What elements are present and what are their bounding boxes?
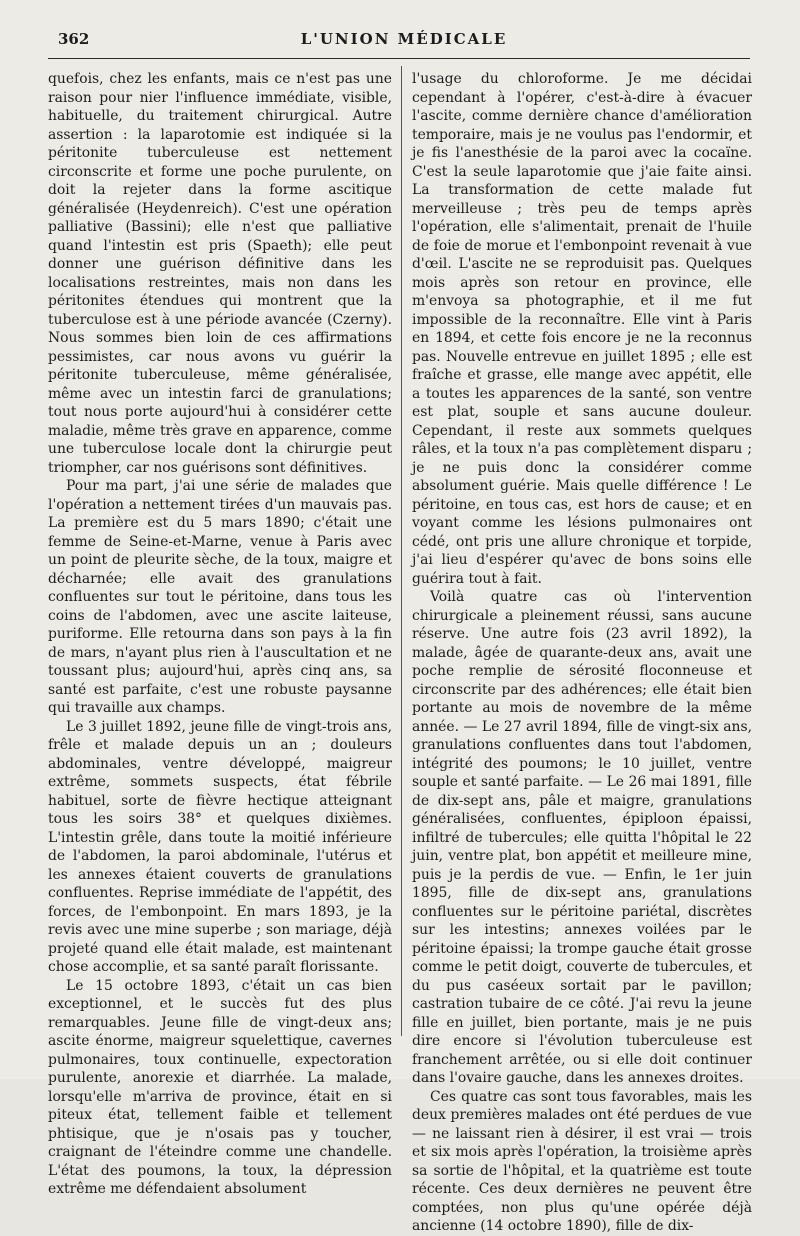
column-divider — [401, 66, 402, 1036]
paragraph: Le 15 octobre 1893, c'était un cas bien exceptionnel, et le succès fut des plus remarquables. Jeune fille de vingt-deux ans; ascite énorme, maigreur squelettique, cavernes pulmonaires, toux continuelle, expectoration purulente, anorexie et diarrhée. La malade, lorsqu'elle m'arriva de province, était en si piteux état, tellement faible et tellement phtisique, que je n'osais pas y toucher, craignant de l'éteindre comme une chandelle. L'état des poumons, la toux, la dépression extrême me défendaient absolument — [48, 977, 392, 1197]
paragraph: Voilà quatre cas où l'intervention chirurgicale a pleinement réussi, sans aucune réserve. Une autre fois (23 avril 1892), la malade, âgée de quarante-deux ans, avait une poche remplie de sérosité floconneuse et circonscrite par des adhérences; elle était bien portante au mois de novembre de la même année. — Le 27 avril 1894, fille de vingt-six ans, granulations confluentes dans tout l'abdomen, intégrité des poumons; le 10 juillet, ventre souple et santé parfaite. — Le 26 mai 1891, fille de dix-sept ans, pâle et maigre, granulations généralisées, confluentes, épiploon épaissi, infiltré de tubercules; elle quitta l'hôpital le 22 juin, ventre plat, bon appétit et meilleure mine, puis je la perdis de vue. — Enfin, le 1er juin 1895, fille de dix-sept ans, granulations confluentes sur le péritoine pariétal, discrètes sur les intestins; annexes voilées par le péritoine épaissi; la trompe gauche était grosse comme le petit doigt, couverte de tubercules, et du pus caséeux sortait par le pavillon; castration tubaire de ce côté. J'ai revu la jeune fille en juillet, bien portante, mais je ne puis dire encore si l'évolution tuberculeuse est franchement arrêtée, ou si elle doit continuer dans l'ovaire gauche, dans les annexes droites. — [412, 589, 752, 1086]
paragraph: Ces quatre cas sont tous favorables, mais les deux premières malades ont été perdues de vue — ne laissant rien à désirer, il est vrai — trois et six mois après l'opération, la troisième après sa sortie de l'hôpital, et la quatrième est toute récente. Ces deux dernières ne peuvent être comptées, non plus qu'une opérée déjà ancienne (14 octobre 1890), fille de dix- — [412, 1088, 752, 1234]
header-rule — [48, 58, 750, 59]
running-title: L'UNION MÉDICALE — [300, 30, 508, 48]
page-number: 362 — [58, 30, 90, 48]
paragraph: Pour ma part, j'ai une série de malades que l'opération a nettement tirées d'un mauvais pas. La première est du 5 mars 1890; c'était une femme de Seine-et-Marne, venue à Paris avec un point de pleurite sèche, de la toux, maigre et décharnée; elle avait des granulations confluentes sur tout le péritoine, dans tous les coins de l'abdomen, avec une ascite laiteuse, puriforme. Elle retourna dans son pays à la fin de mars, n'ayant plus rien à l'auscultation et ne toussant plus; aujourd'hui, après cinq ans, sa santé est parfaite, c'est une robuste paysanne qui travaille aux champs. — [48, 478, 392, 716]
right-column — [412, 70, 752, 1236]
paragraph: quefois, chez les enfants, mais ce n'est pas une raison pour nier l'influence immédiate, visible, habituelle, du traitement chirurgical. Autre assertion : la laparotomie est indiquée si la péritonite tuberculeuse est nettement circonscrite et forme une poche purulente, on doit la rejeter dans la forme ascitique généralisée (Heydenreich). C'est une opération palliative (Bassini); elle n'est que palliative quand l'intestin est pris (Spaeth); elle peut donner une guérison définitive dans les localisations restreintes, mais non dans les péritonites étendues qui montrent que la tuberculose est à une période avancée (Czerny). Nous sommes bien loin de ces affirmations pessimistes, car nous avons vu guérir la péritonite tuberculeuse, même généralisée, même avec un intestin farci de granulations; tout nous porte aujourd'hui à considérer cette maladie, même très grave en apparence, comme une tuberculose locale dont la chirurgie peut triompher, car nos guérisons sont définitives. — [48, 71, 392, 476]
page-header — [58, 26, 750, 52]
paragraph: l'usage du chloroforme. Je me décidai cependant à l'opérer, c'est-à-dire à évacuer l'ascite, comme dernière chance d'amélioration temporaire, mais je ne voulus pas l'endormir, et je fis l'anesthésie de la paroi avec la cocaïne. C'est la seule laparotomie que j'aie faite ainsi. La transformation de cette malade fut merveilleuse ; très peu de temps après l'opération, elle s'alimentait, prenait de l'huile de foie de morue et l'embonpoint revenait à vue d'œil. L'ascite ne se reproduisit pas. Quelques mois après son retour en province, elle m'envoya sa photographie, et il me fut impossible de la reconnaître. Elle vint à Paris en 1894, et cette fois encore je ne la reconnus pas. Nouvelle entrevue en juillet 1895 ; elle est fraîche et grasse, elle mange avec appétit, elle a toutes les apparences de la santé, son ventre est plat, souple et sans aucune douleur. Cependant, il reste aux sommets quelques râles, et la toux n'a pas complètement disparu ; je ne puis donc la considérer comme absolument guérie. Mais quelle différence ! Le péritoine, en tous cas, est hors de cause; et en voyant comme les lésions pulmonaires ont cédé, ont pris une allure chronique et torpide, j'ai lieu d'espérer qu'avec de bons soins elle guérira tout à fait. — [412, 71, 752, 587]
left-column — [48, 70, 392, 1199]
paragraph: Le 3 juillet 1892, jeune fille de vingt-trois ans, frêle et malade depuis un an ; douleurs abdominales, ventre développé, maigreur extrême, sommets suspects, état fébrile habituel, sorte de fièvre hectique atteignant tous les soirs 38° et quelques dixièmes. L'intestin grêle, dans toute la moitié inférieure de l'abdomen, la paroi abdominale, l'utérus et les annexes étaient couverts de granulations confluentes. Reprise immédiate de l'appétit, des forces, de l'embonpoint. En mars 1893, je la revis avec une mine superbe ; son mariage, déjà projeté quand elle était malade, est maintenant chose accomplie, et sa santé paraît florissante. — [48, 718, 392, 975]
